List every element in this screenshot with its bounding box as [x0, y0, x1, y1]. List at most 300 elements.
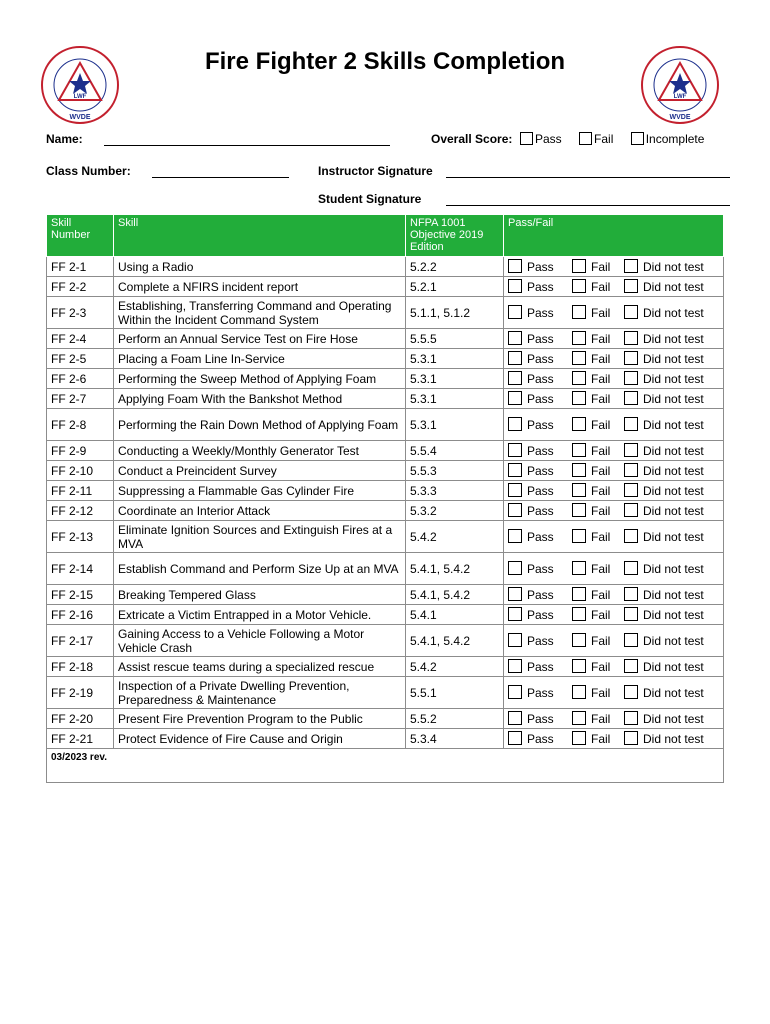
skill-name-cell: Breaking Tempered Glass: [114, 585, 406, 605]
checkbox-icon[interactable]: [624, 659, 638, 673]
skill-name-cell: Conduct a Preincident Survey: [114, 461, 406, 481]
option-label: Pass: [527, 280, 554, 294]
skill-name-cell: Performing the Rain Down Method of Applying Foam: [114, 409, 406, 441]
pass-fail-cell: [504, 709, 724, 729]
result-pass-option[interactable]: [508, 503, 572, 518]
option-label: Fail: [591, 372, 611, 386]
skill-name-cell: Applying Foam With the Bankshot Method: [114, 389, 406, 409]
pass-fail-cell: [504, 657, 724, 677]
table-row: [47, 257, 724, 277]
option-label: Pass: [527, 352, 554, 366]
checkbox-icon[interactable]: [520, 132, 533, 145]
checkbox-icon[interactable]: [572, 391, 586, 405]
checkbox-icon[interactable]: [624, 331, 638, 345]
result-did-not-test-option[interactable]: [624, 417, 714, 432]
result-did-not-test-option[interactable]: [624, 561, 714, 576]
skill-number-cell: FF 2-12: [47, 501, 114, 521]
checkbox-icon[interactable]: [572, 351, 586, 365]
nfpa-objective-cell: 5.2.2: [406, 257, 504, 277]
checkbox-icon[interactable]: [508, 483, 522, 497]
skill-name-cell: Placing a Foam Line In-Service: [114, 349, 406, 369]
skill-name-cell: Assist rescue teams during a specialized rescue: [114, 657, 406, 677]
option-label: Fail: [591, 588, 611, 602]
class-number-field[interactable]: [152, 177, 289, 178]
checkbox-icon[interactable]: [508, 259, 522, 273]
pass-fail-cell: [504, 389, 724, 409]
checkbox-icon[interactable]: [572, 685, 586, 699]
nfpa-objective-cell: 5.4.1: [406, 605, 504, 625]
nfpa-objective-cell: 5.4.1, 5.4.2: [406, 625, 504, 657]
nfpa-objective-cell: 5.5.3: [406, 461, 504, 481]
option-label: Did not test: [643, 562, 704, 576]
result-did-not-test-option[interactable]: [624, 731, 714, 746]
skill-number-cell: FF 2-20: [47, 709, 114, 729]
skill-number-cell: FF 2-21: [47, 729, 114, 749]
table-row: [47, 349, 724, 369]
result-pass-option[interactable]: [508, 659, 572, 674]
nfpa-objective-cell: 5.3.2: [406, 501, 504, 521]
result-did-not-test-option[interactable]: [624, 587, 714, 602]
result-fail-option[interactable]: [572, 417, 624, 432]
option-label: Fail: [591, 418, 611, 432]
score-incomplete-option[interactable]: Incomplete: [631, 132, 705, 146]
overall-score-options: [520, 132, 704, 146]
checkbox-icon[interactable]: [572, 483, 586, 497]
option-label: Pass: [527, 332, 554, 346]
result-fail-option[interactable]: [572, 659, 624, 674]
checkbox-icon[interactable]: [624, 561, 638, 575]
table-row: [47, 585, 724, 605]
option-label: Did not test: [643, 660, 704, 674]
revision-note: 03/2023 rev.: [47, 749, 724, 783]
result-did-not-test-option[interactable]: [624, 463, 714, 478]
result-fail-option[interactable]: [572, 711, 624, 726]
pass-fail-cell: [504, 677, 724, 709]
skill-name-cell: Complete a NFIRS incident report: [114, 277, 406, 297]
result-fail-option[interactable]: [572, 305, 624, 320]
checkbox-icon[interactable]: [508, 659, 522, 673]
table-row: [47, 501, 724, 521]
table-row: [47, 709, 724, 729]
option-label: Fail: [591, 464, 611, 478]
result-pass-option[interactable]: [508, 259, 572, 274]
result-pass-option[interactable]: [508, 633, 572, 648]
option-label: Fail: [591, 660, 611, 674]
checkbox-icon[interactable]: [508, 561, 522, 575]
option-label: Did not test: [643, 732, 704, 746]
table-row: [47, 297, 724, 329]
option-label: Did not test: [643, 686, 704, 700]
checkbox-icon[interactable]: [624, 371, 638, 385]
pass-fail-cell: [504, 297, 724, 329]
nfpa-objective-cell: 5.3.1: [406, 409, 504, 441]
checkbox-icon[interactable]: [624, 391, 638, 405]
result-did-not-test-option[interactable]: [624, 607, 714, 622]
skill-number-cell: FF 2-2: [47, 277, 114, 297]
result-did-not-test-option[interactable]: [624, 259, 714, 274]
option-label: Did not test: [643, 634, 704, 648]
checkbox-icon[interactable]: [508, 587, 522, 601]
pass-fail-cell: [504, 277, 724, 297]
checkbox-icon[interactable]: [624, 417, 638, 431]
skill-number-cell: FF 2-15: [47, 585, 114, 605]
checkbox-icon[interactable]: [572, 529, 586, 543]
checkbox-icon[interactable]: [572, 279, 586, 293]
score-pass-option[interactable]: Pass: [520, 132, 562, 146]
option-label: Pass: [527, 444, 554, 458]
option-label: Fail: [591, 686, 611, 700]
checkbox-icon[interactable]: [508, 417, 522, 431]
skill-name-cell: Using a Radio: [114, 257, 406, 277]
pass-fail-cell: [504, 729, 724, 749]
option-label: Did not test: [643, 444, 704, 458]
table-row: [47, 441, 724, 461]
checkbox-icon[interactable]: [508, 731, 522, 745]
svg-text:WVDE: WVDE: [669, 114, 691, 121]
option-label: Did not test: [643, 712, 704, 726]
table-row: [47, 369, 724, 389]
result-fail-option[interactable]: [572, 351, 624, 366]
option-label: Pass: [527, 562, 554, 576]
skill-number-cell: FF 2-6: [47, 369, 114, 389]
result-pass-option[interactable]: [508, 371, 572, 386]
checkbox-icon[interactable]: [572, 463, 586, 477]
table-row: [47, 677, 724, 709]
checkbox-icon[interactable]: [508, 279, 522, 293]
result-fail-option[interactable]: [572, 371, 624, 386]
skill-name-cell: Inspection of a Private Dwelling Prevention, Preparedness & Maintenance: [114, 677, 406, 709]
result-fail-option[interactable]: [572, 633, 624, 648]
table-row: [47, 461, 724, 481]
option-label: Fail: [591, 332, 611, 346]
pass-fail-cell: [504, 329, 724, 349]
class-number-label: Class Number:: [46, 164, 131, 178]
option-label: Fail: [591, 562, 611, 576]
option-label: Pass: [527, 418, 554, 432]
option-label: Pass: [527, 732, 554, 746]
checkbox-icon[interactable]: [508, 633, 522, 647]
option-label: Pass: [527, 484, 554, 498]
result-did-not-test-option[interactable]: [624, 711, 714, 726]
skill-number-cell: FF 2-5: [47, 349, 114, 369]
nfpa-objective-cell: 5.4.2: [406, 657, 504, 677]
skill-number-cell: FF 2-11: [47, 481, 114, 501]
skill-number-cell: FF 2-3: [47, 297, 114, 329]
pass-fail-cell: [504, 481, 724, 501]
checkbox-icon[interactable]: [572, 711, 586, 725]
checkbox-icon[interactable]: [572, 561, 586, 575]
pass-fail-cell: [504, 257, 724, 277]
nfpa-objective-cell: 5.5.5: [406, 329, 504, 349]
nfpa-objective-cell: 5.3.4: [406, 729, 504, 749]
score-fail-option[interactable]: Fail: [579, 132, 613, 146]
skill-name-cell: Gaining Access to a Vehicle Following a Motor Vehicle Crash: [114, 625, 406, 657]
nfpa-objective-cell: 5.2.1: [406, 277, 504, 297]
skill-number-cell: FF 2-1: [47, 257, 114, 277]
option-label: Fail: [591, 260, 611, 274]
checkbox-icon[interactable]: [572, 633, 586, 647]
result-did-not-test-option[interactable]: [624, 685, 714, 700]
result-pass-option[interactable]: [508, 391, 572, 406]
page-title: Fire Fighter 2 Skills Completion: [204, 48, 566, 75]
checkbox-icon[interactable]: [624, 711, 638, 725]
checkbox-icon[interactable]: [508, 503, 522, 517]
checkbox-icon[interactable]: [624, 443, 638, 457]
checkbox-icon[interactable]: [572, 587, 586, 601]
nfpa-objective-cell: 5.5.4: [406, 441, 504, 461]
result-fail-option[interactable]: [572, 685, 624, 700]
result-pass-option[interactable]: [508, 305, 572, 320]
checkbox-icon[interactable]: [508, 351, 522, 365]
table-row: [47, 625, 724, 657]
result-fail-option[interactable]: [572, 259, 624, 274]
option-label: Did not test: [643, 352, 704, 366]
result-fail-option[interactable]: [572, 331, 624, 346]
option-label: Pass: [527, 260, 554, 274]
skill-name-cell: Coordinate an Interior Attack: [114, 501, 406, 521]
result-did-not-test-option[interactable]: [624, 659, 714, 674]
result-fail-option[interactable]: [572, 279, 624, 294]
option-label: Pass: [527, 372, 554, 386]
skill-number-cell: FF 2-9: [47, 441, 114, 461]
checkbox-icon[interactable]: [624, 503, 638, 517]
option-label: Fail: [591, 280, 611, 294]
skill-name-cell: Eliminate Ignition Sources and Extinguish Fires at a MVA: [114, 521, 406, 553]
checkbox-icon[interactable]: [572, 659, 586, 673]
result-pass-option[interactable]: [508, 443, 572, 458]
table-row: [47, 521, 724, 553]
option-label: Pass: [527, 660, 554, 674]
checkbox-icon[interactable]: [624, 351, 638, 365]
instructor-signature-field[interactable]: [446, 177, 730, 178]
pass-fail-cell: [504, 409, 724, 441]
nfpa-objective-cell: 5.4.2: [406, 521, 504, 553]
header-skill: Skill: [114, 215, 406, 257]
result-did-not-test-option[interactable]: [624, 331, 714, 346]
option-label: Fail: [591, 608, 611, 622]
checkbox-icon[interactable]: [508, 463, 522, 477]
result-pass-option[interactable]: [508, 731, 572, 746]
header-pass-fail: Pass/Fail: [504, 215, 724, 257]
checkbox-icon[interactable]: [572, 731, 586, 745]
option-label: Pass: [527, 712, 554, 726]
checkbox-icon[interactable]: [624, 463, 638, 477]
result-fail-option[interactable]: [572, 529, 624, 544]
skill-name-cell: Extricate a Victim Entrapped in a Motor Vehicle.: [114, 605, 406, 625]
skill-name-cell: Perform an Annual Service Test on Fire Hose: [114, 329, 406, 349]
pass-fail-cell: [504, 625, 724, 657]
checkbox-icon[interactable]: [631, 132, 644, 145]
option-label: Fail: [591, 504, 611, 518]
option-label: Did not test: [643, 306, 704, 320]
result-pass-option[interactable]: [508, 483, 572, 498]
option-label: Did not test: [643, 260, 704, 274]
checkbox-icon[interactable]: [572, 417, 586, 431]
table-row: [47, 657, 724, 677]
nfpa-objective-cell: 5.5.1: [406, 677, 504, 709]
result-pass-option[interactable]: [508, 685, 572, 700]
checkbox-icon[interactable]: [624, 259, 638, 273]
checkbox-icon[interactable]: [624, 633, 638, 647]
checkbox-icon[interactable]: [508, 371, 522, 385]
checkbox-icon[interactable]: [508, 305, 522, 319]
checkbox-icon[interactable]: [624, 305, 638, 319]
option-label: Fail: [591, 444, 611, 458]
pass-fail-cell: [504, 441, 724, 461]
result-pass-option[interactable]: [508, 561, 572, 576]
skill-name-cell: Performing the Sweep Method of Applying Foam: [114, 369, 406, 389]
nfpa-objective-cell: 5.5.2: [406, 709, 504, 729]
checkbox-icon[interactable]: [624, 731, 638, 745]
result-fail-option[interactable]: [572, 503, 624, 518]
checkbox-icon[interactable]: [624, 483, 638, 497]
result-did-not-test-option[interactable]: [624, 305, 714, 320]
checkbox-icon[interactable]: [508, 685, 522, 699]
checkbox-icon[interactable]: [572, 443, 586, 457]
name-field[interactable]: [104, 145, 390, 146]
student-signature-field[interactable]: [446, 205, 730, 206]
option-label: Did not test: [643, 608, 704, 622]
result-fail-option[interactable]: [572, 463, 624, 478]
option-label: Fail: [591, 530, 611, 544]
skill-name-cell: Conducting a Weekly/Monthly Generator Test: [114, 441, 406, 461]
table-row: [47, 729, 724, 749]
skill-number-cell: FF 2-10: [47, 461, 114, 481]
result-fail-option[interactable]: [572, 391, 624, 406]
checkbox-icon[interactable]: [624, 279, 638, 293]
option-label: Fail: [591, 306, 611, 320]
table-row: [47, 409, 724, 441]
option-label: Did not test: [643, 372, 704, 386]
result-pass-option[interactable]: [508, 417, 572, 432]
result-pass-option[interactable]: [508, 279, 572, 294]
nfpa-objective-cell: 5.1.1, 5.1.2: [406, 297, 504, 329]
checkbox-icon[interactable]: [624, 607, 638, 621]
skill-number-cell: FF 2-19: [47, 677, 114, 709]
result-pass-option[interactable]: [508, 587, 572, 602]
checkbox-icon[interactable]: [624, 685, 638, 699]
skill-name-cell: Protect Evidence of Fire Cause and Origin: [114, 729, 406, 749]
checkbox-icon[interactable]: [624, 587, 638, 601]
result-did-not-test-option[interactable]: [624, 633, 714, 648]
name-label: Name:: [46, 132, 83, 146]
option-label: Fail: [591, 392, 611, 406]
table-header-row: [47, 215, 724, 257]
option-label: Did not test: [643, 588, 704, 602]
skill-number-cell: FF 2-4: [47, 329, 114, 349]
table-row: [47, 553, 724, 585]
option-label: Did not test: [643, 332, 704, 346]
result-pass-option[interactable]: [508, 529, 572, 544]
checkbox-icon[interactable]: [508, 711, 522, 725]
checkbox-icon[interactable]: [572, 331, 586, 345]
checkbox-icon[interactable]: [508, 529, 522, 543]
pass-fail-cell: [504, 501, 724, 521]
option-label: Fail: [591, 352, 611, 366]
header-skill-number: Skill Number: [47, 215, 114, 257]
skill-number-cell: FF 2-8: [47, 409, 114, 441]
skill-name-cell: Suppressing a Flammable Gas Cylinder Fire: [114, 481, 406, 501]
option-label: Pass: [527, 686, 554, 700]
checkbox-icon[interactable]: [624, 529, 638, 543]
option-label: Pass: [527, 306, 554, 320]
student-signature-label: Student Signature: [318, 192, 422, 206]
table-row: [47, 277, 724, 297]
option-label: Did not test: [643, 530, 704, 544]
result-fail-option[interactable]: [572, 483, 624, 498]
result-did-not-test-option[interactable]: [624, 351, 714, 366]
result-did-not-test-option[interactable]: [624, 529, 714, 544]
result-did-not-test-option[interactable]: [624, 483, 714, 498]
result-fail-option[interactable]: [572, 443, 624, 458]
option-label: Pass: [527, 392, 554, 406]
checkbox-icon[interactable]: [572, 305, 586, 319]
svg-text:LWF: LWF: [73, 94, 87, 100]
checkbox-icon[interactable]: [572, 259, 586, 273]
option-label: Pass: [527, 588, 554, 602]
result-did-not-test-option[interactable]: [624, 279, 714, 294]
option-label: Fail: [591, 732, 611, 746]
checkbox-icon[interactable]: [572, 503, 586, 517]
nfpa-objective-cell: 5.3.3: [406, 481, 504, 501]
checkbox-icon[interactable]: [508, 607, 522, 621]
result-fail-option[interactable]: [572, 731, 624, 746]
result-fail-option[interactable]: [572, 607, 624, 622]
overall-score-label: Overall Score:: [431, 132, 513, 146]
option-label: Did not test: [643, 280, 704, 294]
table-row: [47, 481, 724, 501]
result-pass-option[interactable]: [508, 331, 572, 346]
skill-name-cell: Present Fire Prevention Program to the Public: [114, 709, 406, 729]
result-pass-option[interactable]: [508, 607, 572, 622]
checkbox-icon[interactable]: [579, 132, 592, 145]
pass-fail-cell: [504, 369, 724, 389]
result-did-not-test-option[interactable]: [624, 371, 714, 386]
checkbox-icon[interactable]: [508, 391, 522, 405]
option-label: Pass: [527, 634, 554, 648]
option-label: Did not test: [643, 484, 704, 498]
option-label: Did not test: [643, 504, 704, 518]
option-label: Did not test: [643, 464, 704, 478]
skill-name-cell: Establishing, Transferring Command and Operating Within the Incident Command System: [114, 297, 406, 329]
skill-name-cell: Establish Command and Perform Size Up at an MVA: [114, 553, 406, 585]
result-did-not-test-option[interactable]: [624, 391, 714, 406]
checkbox-icon[interactable]: [508, 331, 522, 345]
result-fail-option[interactable]: [572, 561, 624, 576]
nfpa-objective-cell: 5.3.1: [406, 389, 504, 409]
checkbox-icon[interactable]: [572, 371, 586, 385]
pass-fail-cell: [504, 349, 724, 369]
nfpa-objective-cell: 5.3.1: [406, 369, 504, 389]
result-pass-option[interactable]: [508, 711, 572, 726]
pass-fail-cell: [504, 605, 724, 625]
checkbox-icon[interactable]: [508, 443, 522, 457]
result-fail-option[interactable]: [572, 587, 624, 602]
table-row: [47, 329, 724, 349]
skill-number-cell: FF 2-18: [47, 657, 114, 677]
instructor-signature-label: Instructor Signature: [318, 164, 433, 178]
option-label: Pass: [527, 530, 554, 544]
checkbox-icon[interactable]: [572, 607, 586, 621]
svg-text:LWF: LWF: [673, 94, 687, 100]
option-label: Fail: [591, 484, 611, 498]
result-pass-option[interactable]: [508, 463, 572, 478]
option-label: Pass: [527, 464, 554, 478]
result-did-not-test-option[interactable]: [624, 443, 714, 458]
result-pass-option[interactable]: [508, 351, 572, 366]
result-did-not-test-option[interactable]: [624, 503, 714, 518]
option-label: Did not test: [643, 418, 704, 432]
